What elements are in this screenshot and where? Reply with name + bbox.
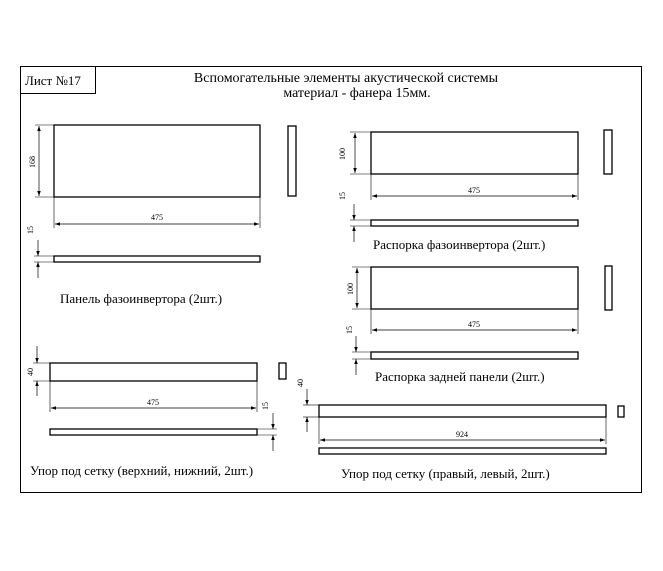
grill-stop-tb-side — [279, 363, 286, 379]
phase-spacer-caption: Распорка фазоинвертора (2шт.) — [373, 237, 546, 252]
phase-spacer-thickness-dim: 15 — [338, 192, 347, 200]
grill-stop-tb-length-dim: 475 — [147, 398, 159, 407]
back-spacer-front — [371, 267, 578, 309]
phase-panel-length-dim: 475 — [151, 213, 163, 222]
phase-spacer-length-dim: 475 — [468, 186, 480, 195]
sheet-title: Вспомогательные элементы акустической системы — [193, 71, 499, 86]
grill-stop-lr-height-dim: 40 — [296, 379, 305, 387]
back-spacer-side — [605, 266, 612, 310]
grill-stop-lr-side — [618, 406, 624, 417]
back-spacer-caption: Распорка задней панели (2шт.) — [375, 369, 545, 384]
phase-spacer-front — [371, 132, 578, 174]
back-spacer-edge — [371, 352, 578, 359]
back-spacer-length-dim: 475 — [468, 320, 480, 329]
grill-stop-lr-front — [319, 405, 606, 417]
phase-spacer-group — [338, 130, 612, 252]
back-spacer-group — [345, 266, 612, 384]
phase-panel-caption: Панель фазоинвертора (2шт.) — [60, 291, 223, 306]
phase-panel-front — [54, 125, 260, 197]
grill-stop-tb-height-dim: 40 — [26, 368, 35, 376]
phase-panel-side — [288, 126, 296, 196]
grill-stop-tb-caption: Упор под сетку (верхний, нижний, 2шт.) — [30, 463, 254, 478]
back-spacer-height-dim: 100 — [346, 283, 355, 295]
grill-stop-lr-caption: Упор под сетку (правый, левый, 2шт.) — [341, 466, 550, 481]
grill-stop-top-bottom-group — [26, 346, 286, 478]
phase-panel-thickness-dim: 15 — [26, 226, 35, 234]
phase-spacer-height-dim: 100 — [338, 148, 347, 160]
grill-stop-lr-edge — [319, 448, 606, 454]
back-spacer-thickness-dim: 15 — [345, 326, 354, 334]
grill-stop-tb-edge — [50, 429, 257, 435]
sheet-label: Лист №17 — [25, 73, 81, 88]
phase-spacer-side — [604, 130, 612, 174]
sheet-subtitle: материал - фанера 15мм. — [283, 86, 431, 101]
grill-stop-tb-front — [50, 363, 257, 381]
phase-panel-edge — [54, 256, 260, 262]
phase-panel-group — [26, 125, 296, 306]
grill-stop-tb-thickness-dim: 15 — [261, 402, 270, 410]
phase-panel-height-dim: 168 — [28, 156, 37, 168]
phase-spacer-edge — [371, 220, 578, 226]
grill-stop-left-right-group — [296, 379, 624, 481]
grill-stop-lr-length-dim: 924 — [456, 430, 468, 439]
